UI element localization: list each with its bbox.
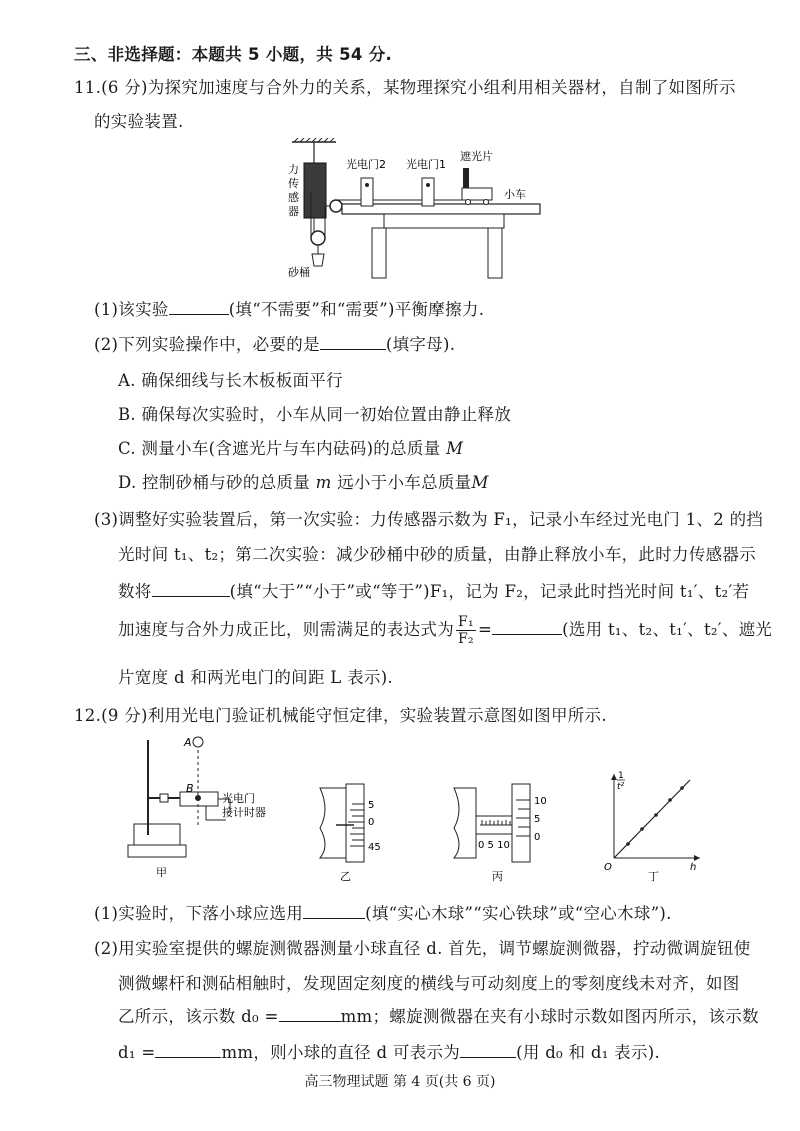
page-footer: 高三物理试题 第 4 页(共 6 页) [304, 1074, 496, 1090]
q11-part3-line2: 光时间 t₁、t₂；第二次实验：减少砂桶中砂的质量，由静止释放小车，此时力传感器示 [118, 545, 757, 564]
anvil [320, 788, 346, 858]
ball-at-a [193, 737, 203, 747]
q11-p3-blank-2[interactable] [492, 620, 562, 635]
fixed-pulley [330, 200, 342, 212]
thimble [346, 784, 364, 862]
fig-gate2-label: 光电门2 [346, 158, 386, 171]
q11-option-c: C. 测量小车(含遮光片与车内砝码)的总质量 M [118, 439, 464, 458]
ding-origin: O [604, 862, 612, 873]
q11-option-b: B. 确保每次实验时，小车从同一初始位置由静止释放 [118, 405, 512, 424]
fig-sensor-char-3: 感 [288, 191, 299, 204]
q12-d1-blank[interactable] [155, 1043, 221, 1058]
force-sensor [304, 163, 326, 218]
q11-p1-blank[interactable] [169, 300, 229, 315]
table-leg-right [488, 228, 502, 278]
yi-tick-45: 45 [368, 842, 381, 853]
label-b: B [186, 782, 194, 795]
fig-cart-label: 小车 [504, 188, 526, 201]
fig-shade-label: 遮光片 [460, 150, 493, 163]
ding-y-den: t² [617, 782, 625, 792]
q12-part1: (1)实验时，下落小球应选用 (填“实心木球”“实心铁球”或“空心木球”). [94, 904, 672, 923]
label-ding: 丁 [648, 870, 659, 883]
q12-figure-jia [120, 730, 295, 880]
q12-figure-ding [598, 766, 708, 884]
bing-main-scale: 0 5 10 [478, 840, 510, 851]
fig-sensor-char-1: 力 [288, 163, 299, 176]
q12-part2-line1: (2)用实验室提供的螺旋测微器测量小球直径 d. 首先，调节螺旋测微器，拧动微调旋钮使 [94, 939, 751, 958]
thimble [512, 784, 530, 862]
label-timer: 接计时器 [222, 806, 266, 819]
label-bing: 丙 [492, 870, 503, 883]
q12-part2-line4: d₁ = mm，则小球的直径 d 可表示为 (用 d₀ 和 d₁ 表示). [118, 1043, 661, 1062]
q12-p1-blank[interactable] [303, 904, 365, 919]
q12-d0-blank[interactable] [279, 1007, 341, 1022]
shade-piece [463, 168, 469, 190]
q11-part3-line1: (3)调整好实验装置后，第一次实验：力传感器示数为 F₁，记录小车经过光电门 1、2 的挡 [94, 510, 764, 529]
ding-y-num: 1 [618, 771, 624, 781]
q12-intro: 12.(9 分)利用光电门验证机械能守恒定律，实验装置示意图如图甲所示. [74, 706, 607, 725]
fig-sensor-char-4: 器 [288, 205, 299, 218]
q12-number: 12. [74, 706, 102, 725]
yi-tick-0: 0 [368, 817, 375, 828]
fig-gate1-label: 光电门1 [406, 158, 446, 171]
stand-base [128, 845, 186, 857]
q11-intro-line2: 的实验装置. [94, 112, 184, 131]
bing-tick-5: 5 [534, 814, 541, 825]
sand-bucket [312, 254, 324, 266]
q11-p2-blank[interactable] [320, 335, 386, 350]
photogate-1 [422, 178, 434, 206]
q11-part1: (1)该实验 (填“不需要”和“需要”)平衡摩擦力. [94, 300, 485, 319]
fig-sensor-char-2: 传 [288, 177, 299, 190]
data-point [640, 827, 644, 831]
q12-part2-line3: 乙所示，该示数 d₀ = mm；螺旋测微器在夹有小球时示数如图丙所示，该示数 [118, 1007, 759, 1026]
label-gate: 光电门 [222, 792, 255, 805]
q11-option-a: A. 确保细线与长木板板面平行 [118, 371, 343, 390]
q12-figure-bing [450, 780, 560, 885]
bing-tick-10: 10 [534, 796, 547, 807]
q11-option-d: D. 控制砂桶与砂的总质量 m 远小于小车总质量M [118, 473, 489, 492]
data-point [654, 813, 658, 817]
section-heading: 三、非选择题：本题共 5 小题，共 54 分. [74, 45, 393, 64]
q12-figure-yi [316, 780, 406, 885]
data-point [668, 798, 672, 802]
q11-fraction: $\frac{\text{F₁}}{\text{F₂}}$ [458, 614, 474, 647]
yi-tick-5: 5 [368, 800, 375, 811]
q11-part3-line4: 加速度与合外力成正比，则需满足的表达式为 $\frac{\text{F₁}}{\text{F₂}}$ = (选用 t₁、t₂、t₁′、t₂′、遮光 [118, 614, 773, 647]
cart-body [462, 188, 492, 200]
q11-p3-blank-1[interactable] [152, 582, 230, 597]
bing-tick-0: 0 [534, 832, 541, 843]
q11-intro-line1: 11.(6 分)为探究加速度与合外力的关系，某物理探究小组利用相关器材，自制了如图所示 [74, 78, 736, 97]
q11-part3-line3: 数将 (填“大于”“小于”或“等于”)F₁，记为 F₂，记录此时挡光时间 t₁′、t₂′若 [118, 582, 750, 601]
q11-apparatus-figure [274, 138, 549, 283]
q12-d-blank[interactable] [460, 1043, 516, 1058]
movable-pulley [311, 231, 325, 245]
q11-number: 11. [74, 78, 102, 97]
q12-part2-line2: 测微螺杆和测砧相触时，发现固定刻度的横线与可动刻度上的零刻度线未对齐，如图 [118, 974, 740, 993]
photogate-2 [361, 178, 373, 206]
data-point [680, 786, 684, 790]
label-yi: 乙 [340, 870, 351, 883]
label-a: A [184, 736, 192, 749]
anvil [454, 788, 476, 858]
q11-part3-line5: 片宽度 d 和两光电门的间距 L 表示). [118, 668, 393, 687]
fit-line [614, 780, 690, 858]
label-jia: 甲 [156, 866, 167, 879]
table-leg-left [372, 228, 386, 278]
q11-part2: (2)下列实验操作中，必要的是 (填字母). [94, 335, 456, 354]
ding-x-label: h [690, 862, 697, 873]
data-point [626, 842, 630, 846]
fig-bucket-label: 砂桶 [288, 266, 310, 279]
